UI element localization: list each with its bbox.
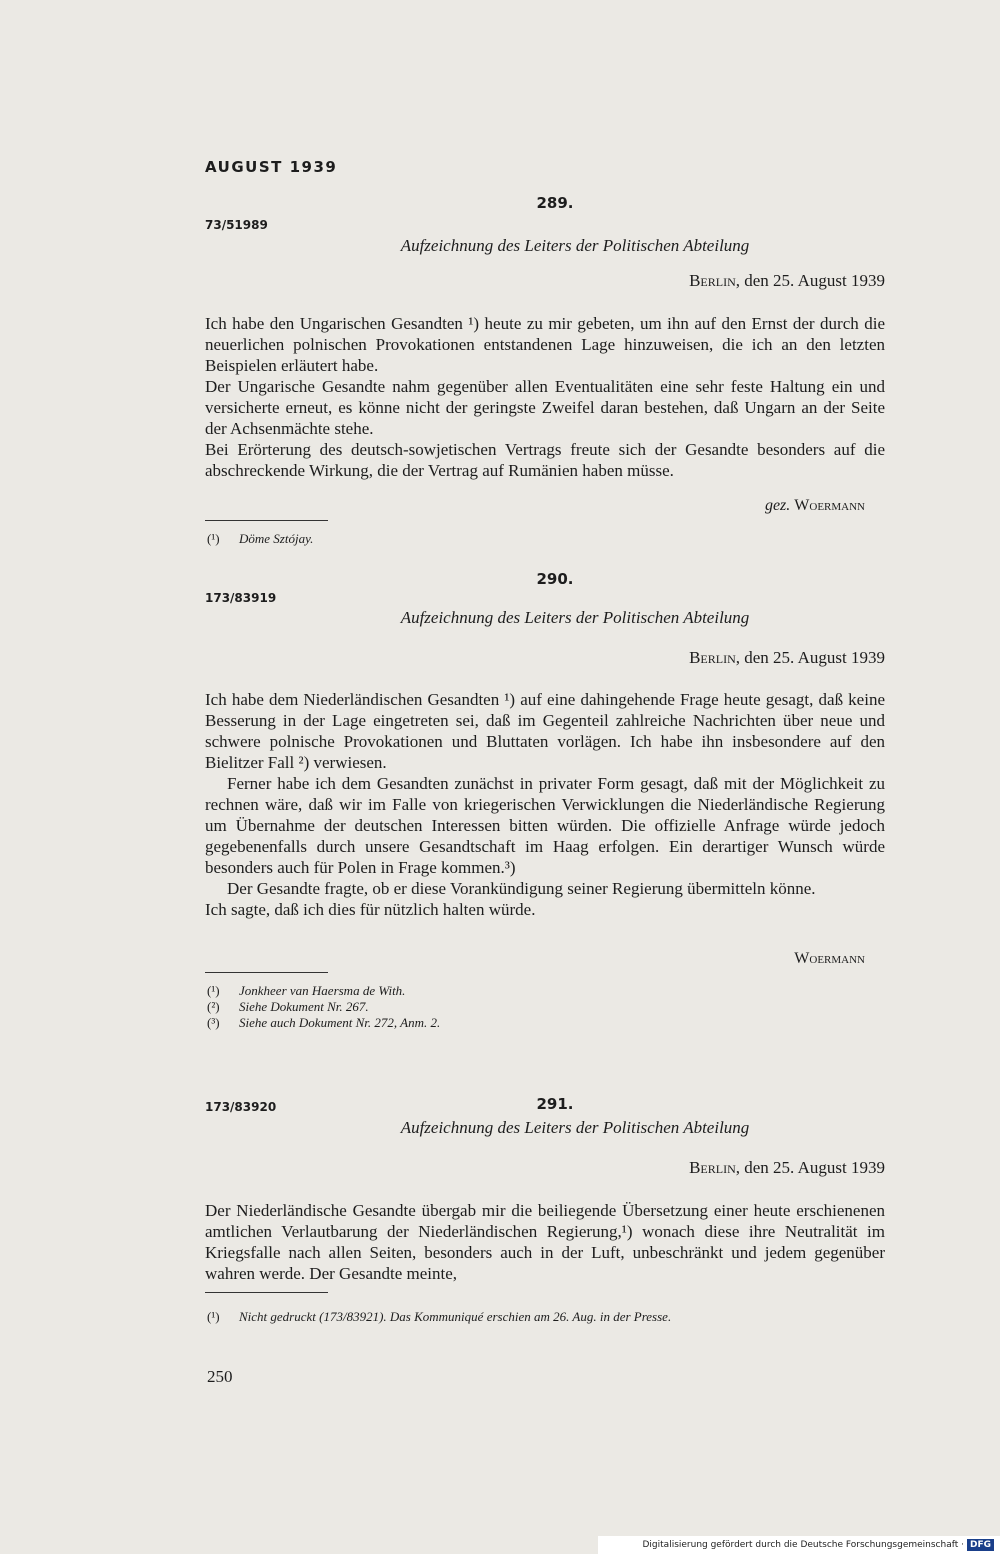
file-reference-290: 173/83919 bbox=[205, 591, 277, 605]
dateline-289 bbox=[205, 271, 885, 291]
footnotes-289 bbox=[207, 531, 887, 547]
dateline-city: Berlin bbox=[689, 648, 736, 667]
footnote-rule bbox=[205, 972, 328, 973]
running-head: AUGUST 1939 bbox=[205, 158, 338, 176]
credit-text: Digitalisierung gefördert durch die Deutsche Forschungsgemeinschaft · bbox=[642, 1540, 964, 1550]
footnotes-291 bbox=[207, 1309, 887, 1325]
body-text-290 bbox=[205, 689, 885, 920]
signature-289 bbox=[205, 497, 865, 515]
footnote: (²) Siehe Dokument Nr. 267. bbox=[207, 999, 369, 1014]
dateline-city: Berlin bbox=[689, 271, 736, 290]
paragraph: Ich habe dem Niederländischen Gesandten ¹) auf eine dahingehende Frage heute gesagt, daß keine Besserung in der Lage eingetreten sei, daß im Gegenteil zahlreiche Nachrichten über neue und schwere polnische Provokationen und Bluttaten vorlägen. Ich habe ihn insbesondere auf den Bielitzer Fall ²) verwiesen. bbox=[205, 690, 885, 772]
paragraph: Ich habe den Ungarischen Gesandten ¹) heute zu mir gebeten, um ihn auf den Ernst der durch die neuerlichen polnischen Provokationen entstandenen Lage hinzuweisen, die ich an den letzten Beispielen erläutert habe. bbox=[205, 314, 885, 375]
signature-prefix: gez. bbox=[764, 497, 791, 514]
file-reference-289: 73/51989 bbox=[205, 218, 268, 232]
body-text-291 bbox=[205, 1200, 885, 1284]
dateline-291 bbox=[205, 1158, 885, 1178]
signature-name: Woermann bbox=[794, 950, 865, 967]
body-text-289 bbox=[205, 313, 885, 481]
paragraph: Ich sagte, daß ich dies für nützlich halten würde. bbox=[205, 900, 536, 919]
footnote: (¹) Döme Sztójay. bbox=[207, 531, 314, 546]
dfg-logo: DFG bbox=[967, 1539, 994, 1551]
footnote-rule bbox=[205, 520, 328, 521]
paragraph: Der Ungarische Gesandte nahm gegenüber allen Eventualitäten eine sehr feste Haltung ein und versicherte erneut, es könne nicht der geringste Zweifel daran bestehen, daß Ungarn an der Seite der Achsenmächte stehe. bbox=[205, 377, 885, 438]
paragraph: Der Gesandte fragte, ob er diese Vorankündigung seiner Regierung übermitteln könne. bbox=[227, 879, 816, 898]
paragraph: Ferner habe ich dem Gesandten zunächst in privater Form gesagt, daß mit der Möglichkeit zu rechnen wäre, daß wir im Falle von kriegerischen Verwicklungen die Niederländische Regierung um Übernahme der deutschen Interessen bitten würden. Die offizielle Anfrage würde jedoch gegebenenfalls durch unsere Gesandtschaft im Haag erfolgen. Ein derartiger Wunsch würde besonders auch für Polen in Frage kommen.³) bbox=[205, 774, 885, 877]
page-number: 250 bbox=[207, 1367, 233, 1386]
footnote: (³) Siehe auch Dokument Nr. 272, Anm. 2. bbox=[207, 1015, 441, 1030]
footnote: (¹) Jonkheer van Haersma de With. bbox=[207, 983, 406, 998]
document-heading-290: Aufzeichnung des Leiters der Politischen Abteilung bbox=[400, 608, 750, 627]
footnote: (¹) Nicht gedruckt (173/83921). Das Kommuniqué erschien am 26. Aug. in der Presse. bbox=[207, 1309, 672, 1324]
file-reference-291: 173/83920 bbox=[205, 1100, 277, 1114]
document-number-290: 290. bbox=[536, 570, 574, 588]
document-number-289: 289. bbox=[536, 194, 574, 212]
dateline-date: , den 25. August 1939 bbox=[735, 271, 885, 290]
dateline-city: Berlin bbox=[689, 1158, 736, 1177]
dateline-date: , den 25. August 1939 bbox=[735, 648, 885, 667]
signature-name: Woermann bbox=[794, 497, 865, 514]
document-heading-289: Aufzeichnung des Leiters der Politischen Abteilung bbox=[400, 236, 750, 255]
document-number-291: 291. bbox=[536, 1095, 574, 1113]
dateline-date: , den 25. August 1939 bbox=[735, 1158, 885, 1177]
paragraph: Der Niederländische Gesandte übergab mir die beiliegende Übersetzung einer heute erschienenen amtlichen Verlautbarung der Niederländischen Regierung,¹) wonach diese ihre Neutralität im Kriegsfalle nach allen Seiten, besonders auch in der Luft, unbeschränkt und jedem gegenüber wahren werde. Der Gesandte meinte, bbox=[205, 1201, 885, 1283]
footnote-rule bbox=[205, 1292, 328, 1293]
signature-290 bbox=[205, 950, 865, 968]
dateline-290 bbox=[205, 648, 885, 668]
paragraph: Bei Erörterung des deutsch-sowjetischen Vertrags freute sich der Gesandte besonders auf die abschreckende Wirkung, die der Vertrag auf Rumänien haben müsse. bbox=[205, 440, 885, 480]
digitization-credit bbox=[598, 1536, 1000, 1554]
document-heading-291: Aufzeichnung des Leiters der Politischen Abteilung bbox=[400, 1118, 750, 1137]
footnotes-290 bbox=[207, 983, 887, 1031]
